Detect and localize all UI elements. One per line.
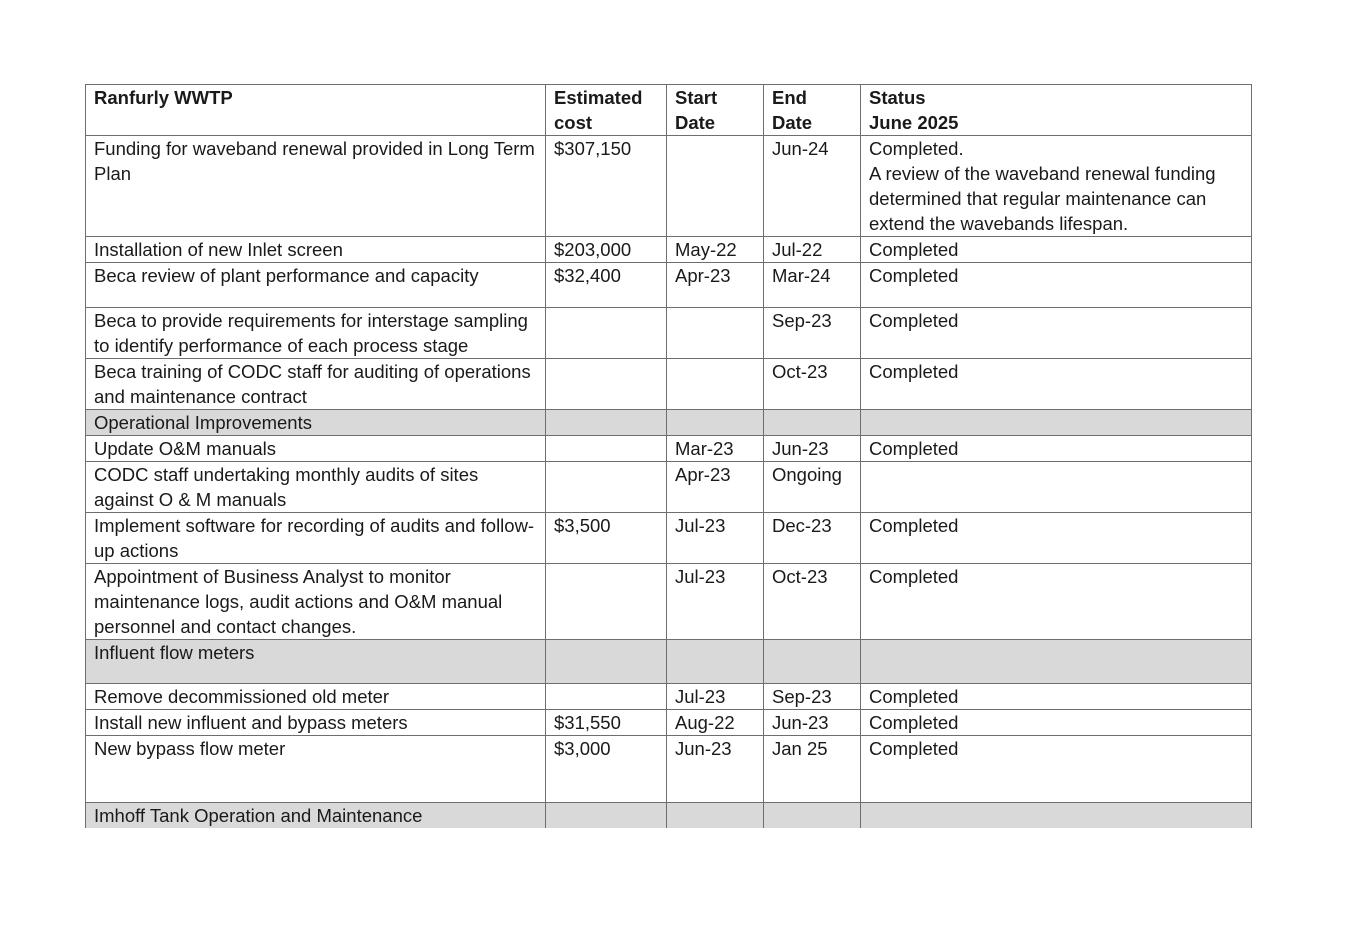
table-row — [86, 263, 1252, 308]
section-cell — [764, 803, 861, 829]
table-row — [86, 136, 1252, 237]
cell-cost: $203,000 — [546, 237, 667, 263]
cell-end: Sep-23 — [764, 308, 861, 359]
cell-cost: $31,550 — [546, 710, 667, 736]
cell-item: New bypass flow meter — [86, 736, 546, 803]
cell-status: Completed — [861, 308, 1252, 359]
cell-end: Jul-22 — [764, 237, 861, 263]
cell-status: Completed — [861, 513, 1252, 564]
cell-status: Completed — [861, 684, 1252, 710]
cell-status: Completed — [861, 564, 1252, 640]
cell-cost — [546, 359, 667, 410]
cell-item: Installation of new Inlet screen — [86, 237, 546, 263]
cell-start — [667, 136, 764, 237]
section-cell — [667, 410, 764, 436]
table-row — [86, 359, 1252, 410]
section-title: Influent flow meters — [86, 640, 546, 684]
table-row — [86, 564, 1252, 640]
header-estimated-cost: Estimated cost — [546, 85, 667, 136]
header-status: Status June 2025 — [861, 85, 1252, 136]
cell-start: Jul-23 — [667, 513, 764, 564]
cell-item: Install new influent and bypass meters — [86, 710, 546, 736]
table-row — [86, 513, 1252, 564]
cell-status: Completed. A review of the waveband renewal funding determined that regular maintenance can extend the wavebands lifespan. — [861, 136, 1252, 237]
section-cell — [667, 803, 764, 829]
cell-item: Beca to provide requirements for interstage sampling to identify performance of each process stage — [86, 308, 546, 359]
section-cell — [861, 410, 1252, 436]
header-start-date: Start Date — [667, 85, 764, 136]
cell-start: May-22 — [667, 237, 764, 263]
cell-end: Jun-24 — [764, 136, 861, 237]
cell-start: Apr-23 — [667, 263, 764, 308]
cell-start: Jul-23 — [667, 684, 764, 710]
project-status-table — [85, 84, 1252, 828]
section-title: Imhoff Tank Operation and Maintenance — [86, 803, 546, 829]
cell-start — [667, 308, 764, 359]
section-cell — [546, 640, 667, 684]
cell-cost: $32,400 — [546, 263, 667, 308]
cell-item: Beca training of CODC staff for auditing of operations and maintenance contract — [86, 359, 546, 410]
cell-end: Ongoing — [764, 462, 861, 513]
table-row — [86, 308, 1252, 359]
cell-status: Completed — [861, 263, 1252, 308]
table-row — [86, 684, 1252, 710]
cell-item: Remove decommissioned old meter — [86, 684, 546, 710]
section-cell — [764, 410, 861, 436]
cell-start: Jun-23 — [667, 736, 764, 803]
header-project: Ranfurly WWTP — [86, 85, 546, 136]
cell-start: Jul-23 — [667, 564, 764, 640]
cell-end: Oct-23 — [764, 359, 861, 410]
cell-end: Oct-23 — [764, 564, 861, 640]
section-cell — [861, 803, 1252, 829]
section-cell — [546, 410, 667, 436]
section-row — [86, 410, 1252, 436]
header-end-date: End Date — [764, 85, 861, 136]
cell-cost — [546, 462, 667, 513]
cell-start — [667, 359, 764, 410]
cell-status — [861, 462, 1252, 513]
cell-end: Dec-23 — [764, 513, 861, 564]
cell-cost: $3,500 — [546, 513, 667, 564]
cell-item: Implement software for recording of audits and follow-up actions — [86, 513, 546, 564]
section-row — [86, 640, 1252, 684]
cell-end: Jan 25 — [764, 736, 861, 803]
table-row — [86, 237, 1252, 263]
cell-item: Beca review of plant performance and capacity — [86, 263, 546, 308]
section-cell — [667, 640, 764, 684]
cell-item: CODC staff undertaking monthly audits of sites against O & M manuals — [86, 462, 546, 513]
cell-item: Update O&M manuals — [86, 436, 546, 462]
cell-item: Appointment of Business Analyst to monitor maintenance logs, audit actions and O&M manual personnel and contact changes. — [86, 564, 546, 640]
cell-end: Sep-23 — [764, 684, 861, 710]
section-cell — [764, 640, 861, 684]
cell-status: Completed — [861, 237, 1252, 263]
table-row — [86, 736, 1252, 803]
cell-cost — [546, 436, 667, 462]
cell-end: Jun-23 — [764, 436, 861, 462]
cell-item: Funding for waveband renewal provided in Long Term Plan — [86, 136, 546, 237]
cell-cost — [546, 308, 667, 359]
section-cell — [861, 640, 1252, 684]
cell-status: Completed — [861, 736, 1252, 803]
section-row — [86, 803, 1252, 829]
cell-cost — [546, 684, 667, 710]
cell-start: Mar-23 — [667, 436, 764, 462]
section-title: Operational Improvements — [86, 410, 546, 436]
cell-start: Aug-22 — [667, 710, 764, 736]
cell-cost: $3,000 — [546, 736, 667, 803]
section-cell — [546, 803, 667, 829]
table-header-row — [86, 85, 1252, 136]
cell-status: Completed — [861, 359, 1252, 410]
cell-end: Mar-24 — [764, 263, 861, 308]
cell-end: Jun-23 — [764, 710, 861, 736]
table-row — [86, 462, 1252, 513]
table-row — [86, 710, 1252, 736]
cell-start: Apr-23 — [667, 462, 764, 513]
cell-cost — [546, 564, 667, 640]
cell-status: Completed — [861, 710, 1252, 736]
table-row — [86, 436, 1252, 462]
cell-cost: $307,150 — [546, 136, 667, 237]
cell-status: Completed — [861, 436, 1252, 462]
